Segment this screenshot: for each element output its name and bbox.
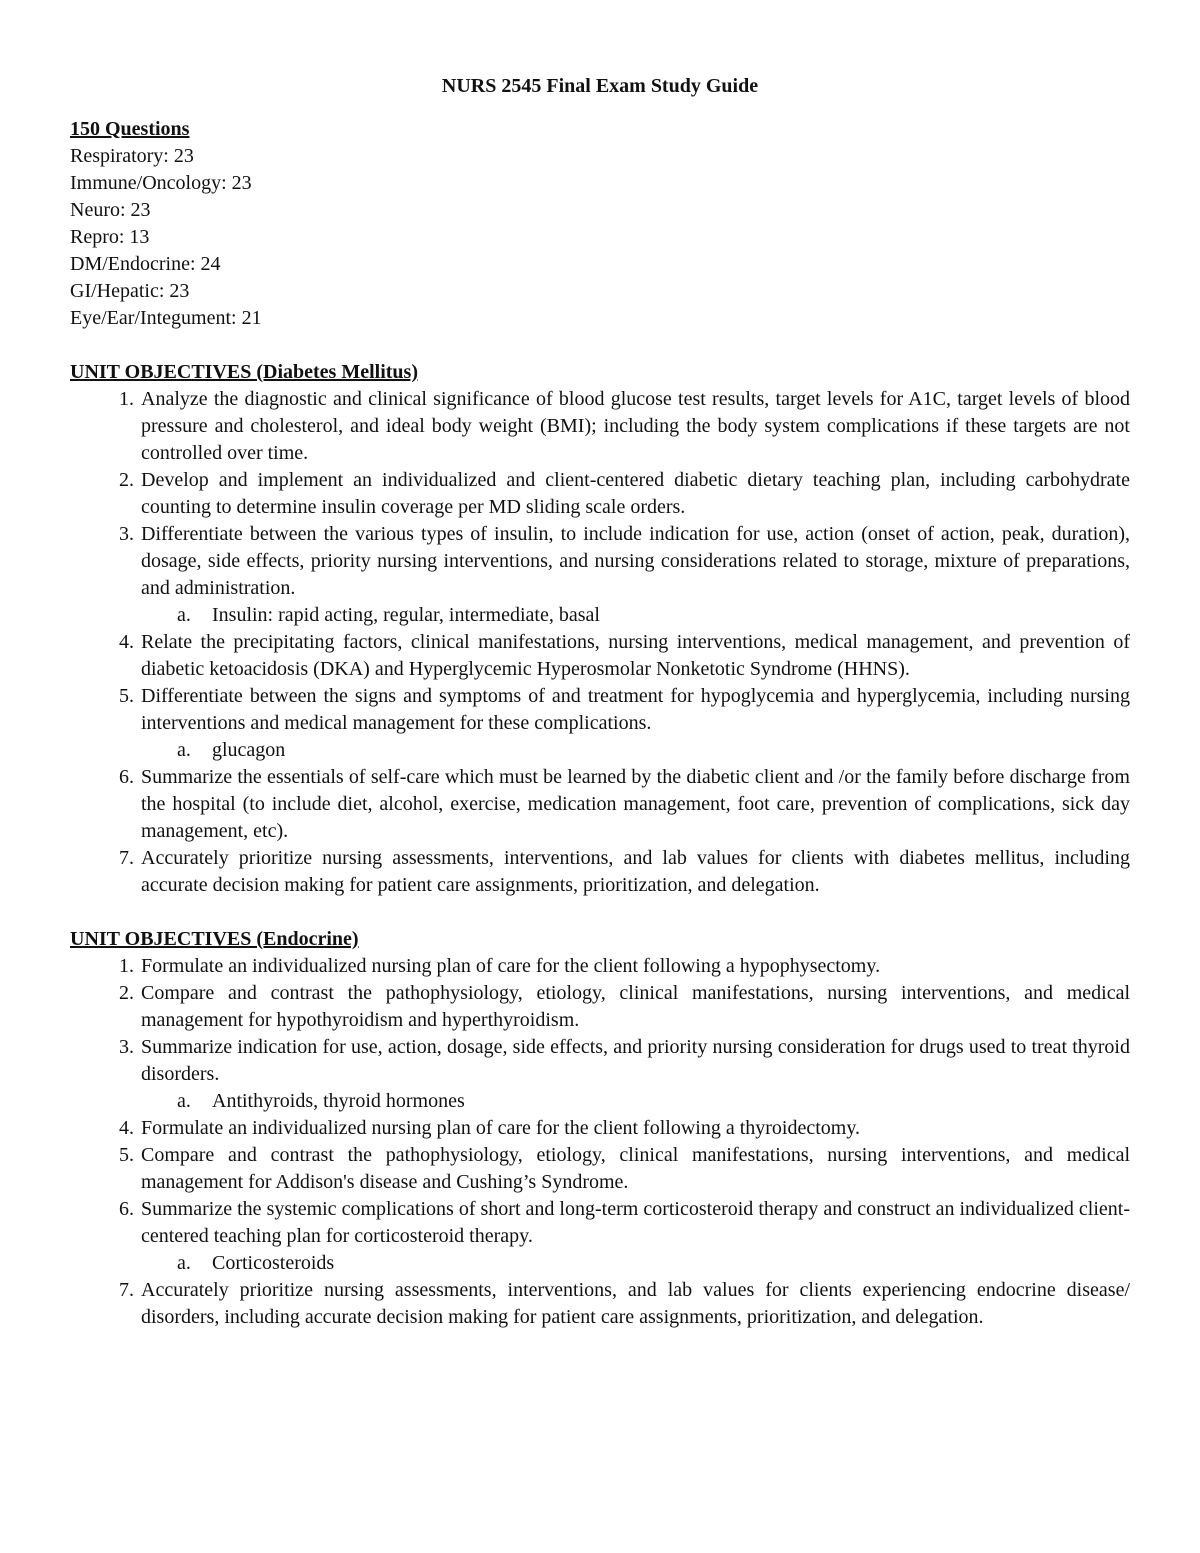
sub-item-letter: a.	[177, 604, 191, 626]
question-count-item: DM/Endocrine: 24	[70, 253, 221, 275]
objective-text: Develop and implement an individualized and client-centered diabetic dietary teaching plan, including carbohydrate counting to determine insulin coverage per MD sliding scale orders.	[141, 469, 1130, 518]
objective-item	[70, 683, 1130, 764]
objective-text: Accurately prioritize nursing assessments, interventions, and lab values for clients experiencing endocrine disease/ disorders, including accurate decision making for patient care assignments, prioritization, and delegation.	[141, 1279, 1130, 1328]
objective-number: 6.	[119, 766, 134, 788]
objective-item	[70, 386, 1130, 467]
sub-list	[141, 1250, 1130, 1277]
question-count-item: GI/Hepatic: 23	[70, 280, 190, 302]
objective-item	[70, 1142, 1130, 1196]
document-body	[70, 116, 1130, 1331]
objective-number: 2.	[119, 469, 134, 491]
question-count-item: Eye/Ear/Integument: 21	[70, 307, 262, 329]
objective-text: Compare and contrast the pathophysiology, etiology, clinical manifestations, nursing interventions, and medical management for Addison's disease and Cushing’s Syndrome.	[141, 1144, 1130, 1193]
sub-item-letter: a.	[177, 739, 191, 761]
sub-list	[141, 737, 1130, 764]
objective-number: 2.	[119, 982, 134, 1004]
document-title: NURS 2545 Final Exam Study Guide	[441, 75, 759, 97]
objective-number: 5.	[119, 685, 134, 707]
objective-text: Analyze the diagnostic and clinical significance of blood glucose test results, target levels for A1C, target levels of blood pressure and cholesterol, and ideal body weight (BMI); including the body system complications if these targets are not controlled over time.	[141, 388, 1130, 464]
question-count-item: Neuro: 23	[70, 199, 151, 221]
objective-text: Formulate an individualized nursing plan of care for the client following a thyroidectomy.	[141, 1117, 861, 1139]
objective-text: Relate the precipitating factors, clinical manifestations, nursing interventions, medical management, and prevention of diabetic ketoacidosis (DKA) and Hyperglycemic Hyperosmolar Nonketotic Syndrome (HHNS).	[141, 631, 1130, 680]
objective-text: Formulate an individualized nursing plan of care for the client following a hypophysectomy.	[141, 955, 881, 977]
objective-number: 1.	[119, 955, 134, 977]
objective-text: Differentiate between the various types of insulin, to include indication for use, action (onset of action, peak, duration), dosage, side effects, priority nursing interventions, and nursing considerations related to storage, mixture of preparations, and administration.	[141, 523, 1130, 599]
unit-endocrine-objectives	[70, 953, 1130, 1331]
objective-item	[70, 521, 1130, 629]
objective-number: 1.	[119, 388, 134, 410]
sub-item	[141, 1250, 1130, 1277]
sub-item-text: Insulin: rapid acting, regular, intermediate, basal	[212, 604, 600, 626]
sub-item	[141, 737, 1130, 764]
unit-dm-objectives	[70, 386, 1130, 899]
sub-item	[141, 1088, 1130, 1115]
objective-item	[70, 1034, 1130, 1115]
question-count-item: Immune/Oncology: 23	[70, 172, 252, 194]
objective-item	[70, 764, 1130, 845]
objective-item	[70, 980, 1130, 1034]
sub-item	[141, 602, 1130, 629]
objective-item	[70, 845, 1130, 899]
objective-item	[70, 953, 1130, 980]
objective-item	[70, 1196, 1130, 1277]
section-spacer	[70, 899, 1130, 926]
objective-text: Summarize the essentials of self-care which must be learned by the diabetic client and /or the family before discharge from the hospital (to include diet, alcohol, exercise, medication management, foot care, prevention of complications, sick day management, etc).	[141, 766, 1130, 842]
objective-item	[70, 467, 1130, 521]
objective-text: Compare and contrast the pathophysiology, etiology, clinical manifestations, nursing interventions, and medical management for hypothyroidism and hyperthyroidism.	[141, 982, 1130, 1031]
objective-text: Summarize the systemic complications of short and long-term corticosteroid therapy and construct an individualized client-centered teaching plan for corticosteroid therapy.	[141, 1198, 1130, 1247]
sub-list	[141, 602, 1130, 629]
objective-number: 3.	[119, 1036, 134, 1058]
objective-text: Differentiate between the signs and symptoms of and treatment for hypoglycemia and hyperglycemia, including nursing interventions and medical management for these complications.	[141, 685, 1130, 734]
objective-number: 7.	[119, 847, 134, 869]
objective-number: 4.	[119, 1117, 134, 1139]
objective-number: 3.	[119, 523, 134, 545]
objective-item	[70, 1115, 1130, 1142]
sub-item-letter: a.	[177, 1090, 191, 1112]
question-count-item: Respiratory: 23	[70, 145, 194, 167]
objective-item	[70, 1277, 1130, 1331]
section-spacer	[70, 332, 1130, 359]
sub-item-letter: a.	[177, 1252, 191, 1274]
objective-text: Accurately prioritize nursing assessments, interventions, and lab values for clients with diabetes mellitus, including accurate decision making for patient care assignments, prioritization, and delegation.	[141, 847, 1130, 896]
question-count-item: Repro: 13	[70, 226, 150, 248]
sub-list	[141, 1088, 1130, 1115]
sub-item-text: Corticosteroids	[212, 1252, 335, 1274]
objective-number: 5.	[119, 1144, 134, 1166]
objective-text: Summarize indication for use, action, dosage, side effects, and priority nursing consideration for drugs used to treat thyroid disorders.	[141, 1036, 1130, 1085]
sub-item-text: Antithyroids, thyroid hormones	[212, 1090, 465, 1112]
question-count-list	[70, 143, 1130, 332]
objective-number: 4.	[119, 631, 134, 653]
objective-item	[70, 629, 1130, 683]
unit-dm-heading: UNIT OBJECTIVES (Diabetes Mellitus)	[70, 361, 418, 383]
objective-number: 7.	[119, 1279, 134, 1301]
unit-endocrine-heading: UNIT OBJECTIVES (Endocrine)	[70, 928, 359, 950]
objective-number: 6.	[119, 1198, 134, 1220]
sub-item-text: glucagon	[212, 739, 286, 761]
questions-heading: 150 Questions	[70, 118, 190, 140]
